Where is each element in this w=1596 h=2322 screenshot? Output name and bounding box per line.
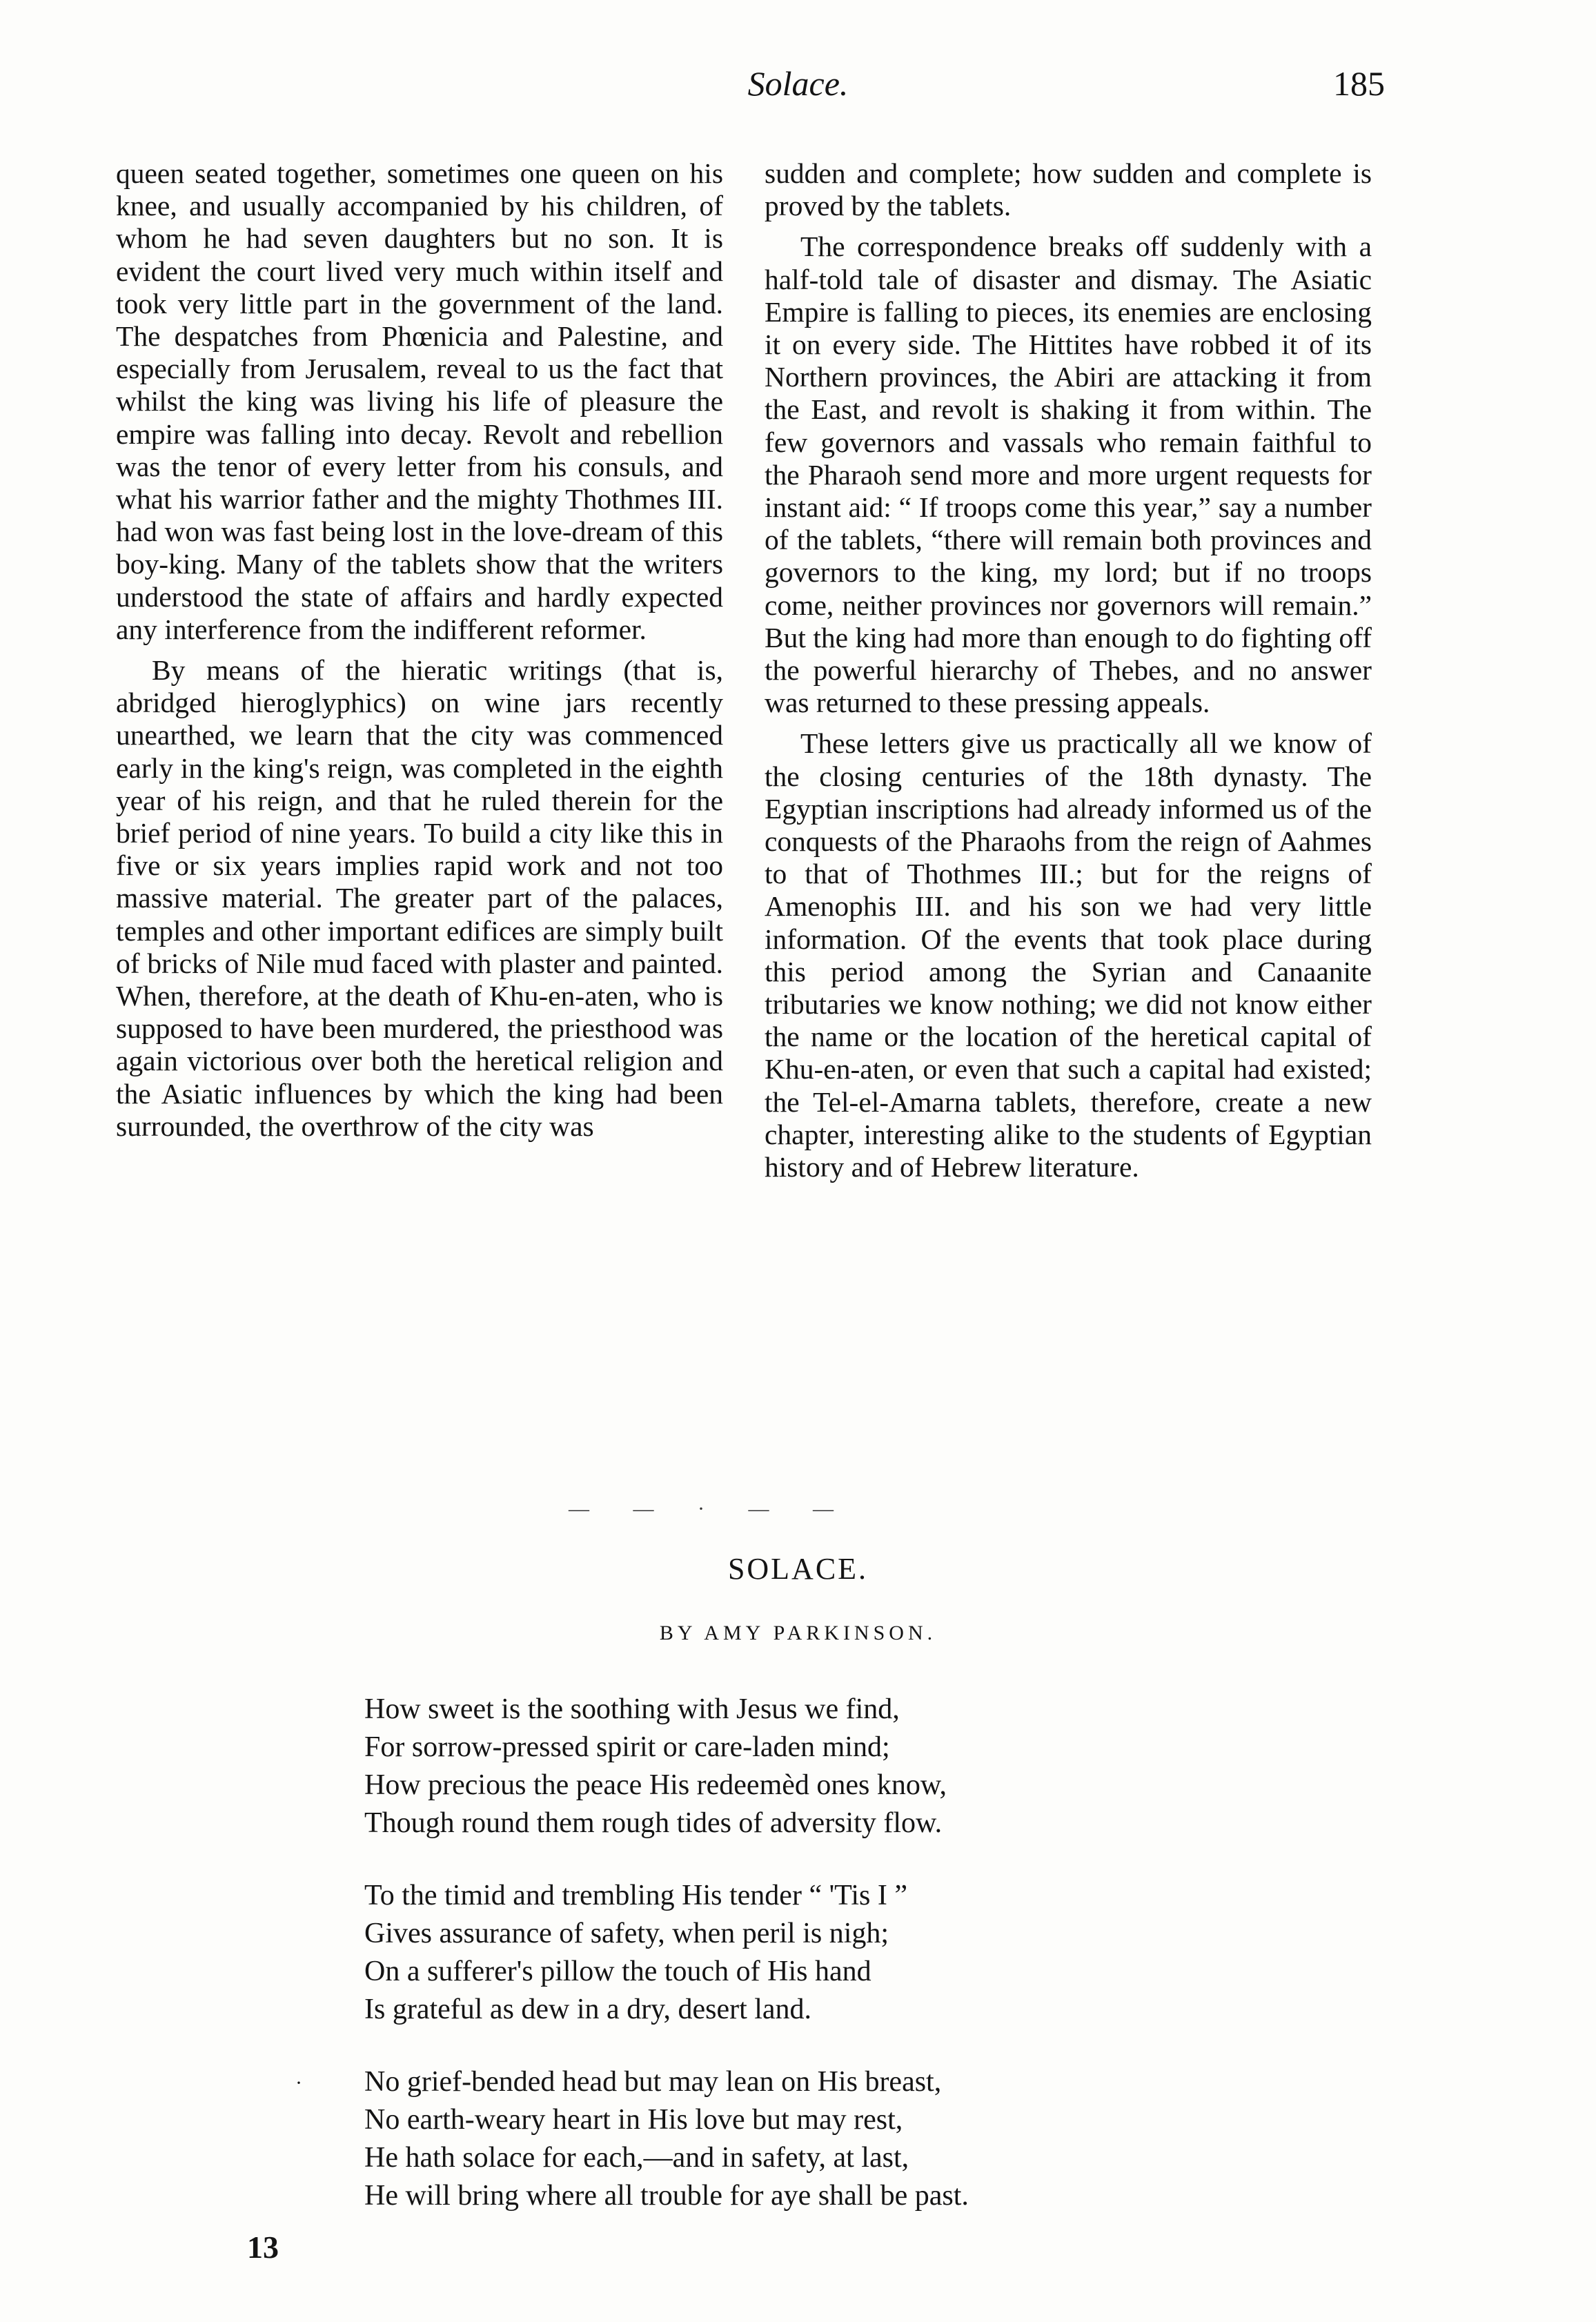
right-column — [765, 157, 1372, 1192]
right-paragraph-3: These letters give us practically all we know of the closing centuries of the 18th dynasty. The Egyptian inscriptions had already informed us of the conquests of the Pharaohs from the reign of Aahmes to that of Thothmes III.; but for the reigns of Amenophis III. and his son we had very little information. Of the events that took place during this period among the Syrian and Canaanite tributaries we know nothing; we did not know either the name or the location of the heretical capital of Khu-en-aten, or even that such a capital had existed; the Tel-el-Amarna tablets, therefore, create a new chapter, interesting alike to the students of Egyptian history and of Hebrew literature. — [765, 727, 1372, 1183]
stanza-3 — [364, 2063, 1468, 2215]
signature-mark: 13 — [247, 2230, 279, 2265]
poem-author: BY AMY PARKINSON. — [659, 1622, 937, 1644]
left-paragraph-2: By means of the hieratic writings (that is, abridged hieroglyphics) on wine jars recently unearthed, we learn that the city was commenced early in the king's reign, was completed in the eighth year of his reign, and that he ruled therein for the brief period of nine years. To build a city like this in five or six years implies rapid work and not too massive material. The greater part of the palaces, temples and other important edifices are simply built of bricks of Nile mud faced with plaster and painted. When, therefore, at the death of Khu-en-aten, who is supposed to have been murdered, the priesthood was again victorious over both the heretical religion and the Asiatic influences by which the king had been surrounded, the overthrow of the city was — [116, 654, 723, 1142]
poem-line: For sorrow-pressed spirit or care-laden mind; — [364, 1731, 890, 1763]
poem-title: SOLACE. — [727, 1552, 869, 1586]
poem-line: Gives assurance of safety, when peril is nigh; — [364, 1918, 889, 1949]
poem-line: How precious the peace His redeemèd ones know, — [364, 1769, 947, 1801]
margin-mark: · — [295, 2072, 302, 2094]
poem-line: He will bring where all trouble for aye shall be past. — [364, 2180, 969, 2212]
poem-line: Is grateful as dew in a dry, desert land. — [364, 1994, 812, 2025]
poem-line: No grief-bended head but may lean on His breast, — [364, 2066, 942, 2098]
poem-line: On a sufferer's pillow the touch of His hand — [364, 1956, 871, 1987]
right-paragraph-1: sudden and complete; how sudden and complete is proved by the tablets. — [765, 157, 1372, 222]
poem-line: He hath solace for each,—and in safety, at last, — [364, 2142, 909, 2174]
stanza-2 — [364, 1877, 1468, 2029]
section-divider: — — · — — — [569, 1497, 853, 1520]
left-paragraph-1: queen seated together, sometimes one queen on his knee, and usually accompanied by his children, of whom he had seven daughters but no son. It is evident the court lived very much within itself and took very little part in the government of the land. The despatches from Phœnicia and Palestine, and especially from Jerusalem, reveal to us the fact that whilst the king was living his life of pleasure the empire was falling into decay. Revolt and rebellion was the tenor of every letter from his consuls, and what his warrior father and the mighty Thothmes III. had won was fast being lost in the love-dream of this boy-king. Many of the tablets show that the writers understood the state of affairs and hardly expected any interference from the indifferent reformer. — [116, 157, 723, 645]
poem-line: How sweet is the soothing with Jesus we find, — [364, 1693, 900, 1725]
right-paragraph-2: The correspondence breaks off suddenly with a half-told tale of disaster and dismay. The Asiatic Empire is falling to pieces, its enemies are enclosing it on every side. The Hittites have robbed it of its Northern provinces, the Abiri are attacking it from the East, and revolt is shaking it from within. The few governors and vassals who remain faithful to the Pharaoh send more and more urgent requests for instant aid: “ If troops come this year,” say a number of the tablets, “there will remain both provinces and governors to the king, my lord; but if no troops come, neither provinces nor governors will remain.” But the king had more than enough to do fighting off the powerful hierarchy of Thebes, and no answer was returned to these pressing appeals. — [765, 230, 1372, 719]
stanza-1 — [364, 1691, 1468, 1842]
page-number: 185 — [1333, 64, 1385, 103]
poem-body — [364, 1691, 1468, 2250]
left-column — [116, 157, 723, 1151]
running-title: Solace. — [747, 64, 849, 103]
poem-line: Though round them rough tides of adversity flow. — [364, 1807, 943, 1839]
poem-line: No earth-weary heart in His love but may rest, — [364, 2104, 903, 2136]
poem-line: To the timid and trembling His tender “ 'Tis I ” — [364, 1880, 907, 1911]
